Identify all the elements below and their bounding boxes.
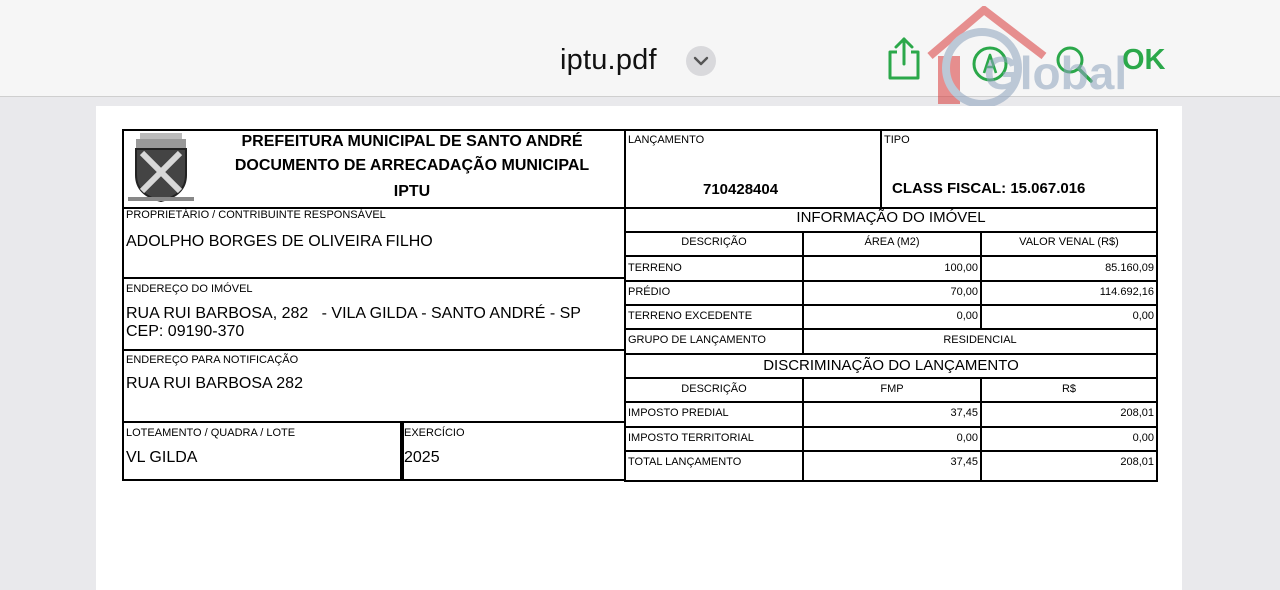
disc-row-total-desc: TOTAL LANÇAMENTO: [628, 456, 742, 468]
info-row-terreno-area: 100,00: [944, 262, 978, 274]
disc-header-descricao: DESCRIÇÃO: [681, 383, 747, 395]
ok-button[interactable]: OK: [1122, 44, 1166, 76]
title-menu-button[interactable]: [686, 46, 716, 76]
header-line-3: IPTU: [393, 183, 431, 200]
endereco-imovel-line1: RUA RUI BARBOSA, 282 - VILA GILDA - SANTO ANDRÉ - SP: [126, 305, 581, 322]
disc-row-territorial-fmp: 0,00: [956, 432, 978, 444]
viewer-toolbar: [0, 0, 1280, 97]
info-header-descricao: DESCRIÇÃO: [681, 236, 747, 248]
disc-row-total-rs: 208,01: [1120, 456, 1154, 468]
info-row-predio-desc: PRÉDIO: [628, 286, 671, 298]
endereco-notificacao-label: ENDEREÇO PARA NOTIFICAÇÃO: [126, 354, 299, 366]
disc-row-territorial-desc: IMPOSTO TERRITORIAL: [628, 432, 754, 444]
grupo-lancamento-label: GRUPO DE LANÇAMENTO: [628, 334, 766, 346]
proprietario-value: ADOLPHO BORGES DE OLIVEIRA FILHO: [126, 233, 433, 250]
info-header-area: ÁREA (M2): [864, 236, 920, 248]
coat-of-arms-icon: [126, 131, 196, 205]
disc-row-total-fmp: 37,45: [950, 456, 978, 468]
disc-row-territorial-rs: 0,00: [1132, 432, 1154, 444]
info-imovel-title: INFORMAÇÃO DO IMÓVEL: [796, 209, 986, 226]
endereco-imovel-line2: CEP: 09190-370: [126, 323, 245, 340]
chevron-down-icon: [693, 56, 709, 66]
share-icon[interactable]: [884, 36, 924, 82]
exercicio-value: 2025: [404, 449, 440, 466]
info-row-terreno-desc: TERRENO: [628, 262, 682, 274]
proprietario-label: PROPRIETÁRIO / CONTRIBUINTE RESPONSÁVEL: [126, 209, 386, 221]
loteamento-label: LOTEAMENTO / QUADRA / LOTE: [126, 427, 296, 439]
info-row-excedente-area: 0,00: [956, 310, 978, 322]
discriminacao-title: DISCRIMINAÇÃO DO LANÇAMENTO: [763, 357, 1019, 374]
search-icon[interactable]: [1054, 44, 1094, 84]
header-line-1: PREFEITURA MUNICIPAL DE SANTO ANDRÉ: [241, 133, 583, 150]
row-divider: [624, 304, 1158, 306]
row-divider: [624, 328, 1158, 330]
tipo-box: [880, 129, 1158, 209]
tipo-label: TIPO: [884, 134, 910, 146]
lancamento-value: 710428404: [703, 181, 779, 198]
info-row-terreno-valor: 85.160,09: [1105, 262, 1154, 274]
row-divider: [624, 426, 1158, 428]
row-divider: [624, 401, 1158, 403]
disc-row-predial-rs: 208,01: [1120, 407, 1154, 419]
disc-header-rs: R$: [1061, 383, 1077, 395]
info-row-excedente-valor: 0,00: [1132, 310, 1154, 322]
info-row-excedente-desc: TERRENO EXCEDENTE: [628, 310, 753, 322]
header-line-2: DOCUMENTO DE ARRECADAÇÃO MUNICIPAL: [234, 157, 590, 174]
lancamento-label: LANÇAMENTO: [628, 134, 705, 146]
endereco-notificacao-value: RUA RUI BARBOSA 282: [126, 375, 303, 392]
info-row-predio-valor: 114.692,16: [1099, 286, 1154, 298]
tipo-value: CLASS FISCAL: 15.067.016: [892, 180, 1086, 197]
row-divider: [624, 255, 1158, 257]
grupo-lancamento-value: RESIDENCIAL: [943, 334, 1017, 346]
info-header-valor: VALOR VENAL (R$): [1019, 236, 1119, 248]
row-divider: [624, 450, 1158, 452]
info-row-predio-area: 70,00: [950, 286, 978, 298]
watermark-brand: Global: [984, 47, 1128, 99]
row-divider: [624, 280, 1158, 282]
markup-icon[interactable]: [970, 44, 1010, 84]
endereco-imovel-label: ENDEREÇO DO IMÓVEL: [126, 283, 253, 295]
disc-row-predial-fmp: 37,45: [950, 407, 978, 419]
disc-header-fmp: FMP: [880, 383, 904, 395]
loteamento-value: VL GILDA: [126, 449, 198, 466]
file-title[interactable]: iptu.pdf: [560, 44, 657, 76]
exercicio-label: EXERCÍCIO: [404, 427, 465, 439]
disc-row-predial-desc: IMPOSTO PREDIAL: [628, 407, 729, 419]
